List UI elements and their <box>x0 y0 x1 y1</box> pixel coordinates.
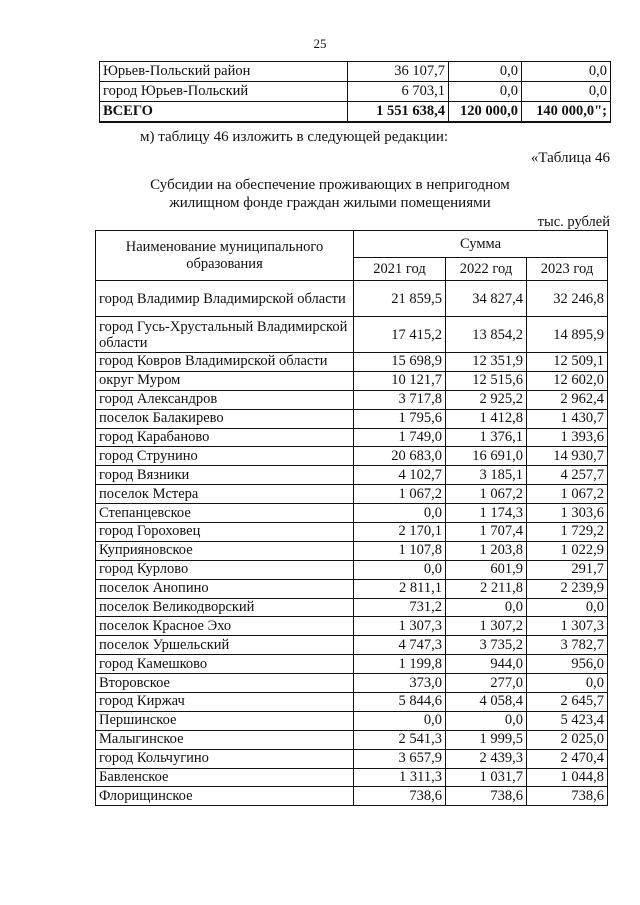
value-cell: 1 203,8 <box>446 541 527 560</box>
value-cell: 4 102,7 <box>354 466 446 485</box>
value-cell: 1 707,4 <box>446 523 527 542</box>
name-cell: округ Муром <box>96 371 354 390</box>
value-cell: 277,0 <box>446 674 527 693</box>
value-cell: 17 415,2 <box>354 317 446 353</box>
name-cell: поселок Мстера <box>96 485 354 504</box>
name-cell: Степанцевское <box>96 504 354 523</box>
table-row <box>96 353 608 372</box>
name-cell: Малыгинское <box>96 730 354 749</box>
value-cell: 2 811,1 <box>354 579 446 598</box>
value-cell: 21 859,5 <box>354 281 446 317</box>
value-cell: 12 509,1 <box>527 353 608 372</box>
name-cell: ВСЕГО <box>100 102 348 123</box>
name-cell: город Гороховец <box>96 523 354 542</box>
value-cell: 1 430,7 <box>527 409 608 428</box>
value-cell: 1 067,2 <box>354 485 446 504</box>
table-row <box>100 62 611 82</box>
top-table <box>99 61 611 123</box>
table-row <box>96 428 608 447</box>
value-cell: 4 747,3 <box>354 636 446 655</box>
value-cell: 0,0 <box>354 504 446 523</box>
table-row <box>100 102 611 123</box>
value-cell: 1 022,9 <box>527 541 608 560</box>
name-cell: поселок Великодворский <box>96 598 354 617</box>
value-cell: 2 962,4 <box>527 390 608 409</box>
value-cell: 36 107,7 <box>348 62 449 82</box>
value-cell: 13 854,2 <box>446 317 527 353</box>
value-cell: 3 657,9 <box>354 749 446 768</box>
table-row <box>96 598 608 617</box>
value-cell: 5 844,6 <box>354 693 446 712</box>
name-cell: поселок Уршельский <box>96 636 354 655</box>
value-cell: 5 423,4 <box>527 711 608 730</box>
name-cell: город Киржач <box>96 693 354 712</box>
unit-label: тыс. рублей <box>537 214 610 230</box>
value-cell: 0,0 <box>446 711 527 730</box>
value-cell: 6 703,1 <box>348 82 449 102</box>
header-sum: Сумма <box>354 231 608 258</box>
value-cell: 1 795,6 <box>354 409 446 428</box>
name-cell: город Гусь-Хрустальный Владимирской области <box>96 317 354 353</box>
value-cell: 1 303,6 <box>527 504 608 523</box>
value-cell: 1 749,0 <box>354 428 446 447</box>
subsidy-table <box>95 230 608 806</box>
table-row <box>96 447 608 466</box>
page-number: 25 <box>313 36 327 51</box>
instruction-text: м) таблицу 46 изложить в следующей редакции: <box>140 129 449 145</box>
value-cell: 0,0 <box>446 598 527 617</box>
value-cell: 0,0 <box>354 711 446 730</box>
table-row <box>96 768 608 787</box>
value-cell: 731,2 <box>354 598 446 617</box>
table-row <box>96 655 608 674</box>
value-cell: 12 602,0 <box>527 371 608 390</box>
table-row <box>96 711 608 730</box>
value-cell: 1 551 638,4 <box>348 102 449 123</box>
table-row <box>96 409 608 428</box>
value-cell: 1 174,3 <box>446 504 527 523</box>
value-cell: 14 895,9 <box>527 317 608 353</box>
value-cell: 1 376,1 <box>446 428 527 447</box>
header-year-2021: 2021 год <box>354 258 446 281</box>
value-cell: 120 000,0 <box>449 102 522 123</box>
name-cell: Першинское <box>96 711 354 730</box>
value-cell: 0,0 <box>522 82 611 102</box>
table-row <box>96 371 608 390</box>
table-row <box>96 560 608 579</box>
header-year-2023: 2023 год <box>527 258 608 281</box>
name-cell: Второвское <box>96 674 354 693</box>
value-cell: 2 170,1 <box>354 523 446 542</box>
name-cell: город Юрьев-Польский <box>100 82 348 102</box>
value-cell: 3 735,2 <box>446 636 527 655</box>
value-cell: 2 239,9 <box>527 579 608 598</box>
value-cell: 1 307,3 <box>527 617 608 636</box>
table-row <box>100 82 611 102</box>
value-cell: 1 412,8 <box>446 409 527 428</box>
value-cell: 1 307,2 <box>446 617 527 636</box>
name-cell: город Кольчугино <box>96 749 354 768</box>
name-cell: город Струнино <box>96 447 354 466</box>
name-cell: Флорищинское <box>96 787 354 806</box>
value-cell: 2 470,4 <box>527 749 608 768</box>
header-year-2022: 2022 год <box>446 258 527 281</box>
name-cell: город Курлово <box>96 560 354 579</box>
value-cell: 2 439,3 <box>446 749 527 768</box>
value-cell: 1 393,6 <box>527 428 608 447</box>
value-cell: 2 925,2 <box>446 390 527 409</box>
value-cell: 0,0 <box>354 560 446 579</box>
value-cell: 3 185,1 <box>446 466 527 485</box>
value-cell: 12 351,9 <box>446 353 527 372</box>
table-row <box>96 541 608 560</box>
table-row <box>96 485 608 504</box>
title-line-2: жилищном фонде граждан жилыми помещениями <box>169 195 491 211</box>
name-cell: Куприяновское <box>96 541 354 560</box>
value-cell: 140 000,0"; <box>522 102 611 123</box>
value-cell: 0,0 <box>449 82 522 102</box>
value-cell: 0,0 <box>522 62 611 82</box>
value-cell: 0,0 <box>527 598 608 617</box>
value-cell: 1 031,7 <box>446 768 527 787</box>
table-row <box>96 749 608 768</box>
name-cell: поселок Красное Эхо <box>96 617 354 636</box>
value-cell: 738,6 <box>446 787 527 806</box>
value-cell: 956,0 <box>527 655 608 674</box>
value-cell: 944,0 <box>446 655 527 674</box>
name-cell: город Карабаново <box>96 428 354 447</box>
table-row <box>96 390 608 409</box>
table-row <box>96 730 608 749</box>
value-cell: 1 067,2 <box>527 485 608 504</box>
value-cell: 34 827,4 <box>446 281 527 317</box>
value-cell: 373,0 <box>354 674 446 693</box>
name-cell: город Александров <box>96 390 354 409</box>
table-title <box>120 176 540 212</box>
name-cell: Юрьев-Польский район <box>100 62 348 82</box>
name-cell: город Владимир Владимирской области <box>96 281 354 317</box>
table-row <box>96 787 608 806</box>
value-cell: 1 044,8 <box>527 768 608 787</box>
table-row <box>96 636 608 655</box>
table-row <box>96 693 608 712</box>
value-cell: 1 199,8 <box>354 655 446 674</box>
value-cell: 601,9 <box>446 560 527 579</box>
value-cell: 1 999,5 <box>446 730 527 749</box>
table-reference: «Таблица 46 <box>530 150 610 166</box>
value-cell: 4 058,4 <box>446 693 527 712</box>
value-cell: 2 645,7 <box>527 693 608 712</box>
table-row <box>96 317 608 353</box>
value-cell: 1 311,3 <box>354 768 446 787</box>
value-cell: 2 211,8 <box>446 579 527 598</box>
value-cell: 1 307,3 <box>354 617 446 636</box>
name-cell: поселок Балакирево <box>96 409 354 428</box>
name-cell: поселок Анопино <box>96 579 354 598</box>
value-cell: 1 067,2 <box>446 485 527 504</box>
value-cell: 20 683,0 <box>354 447 446 466</box>
value-cell: 1 107,8 <box>354 541 446 560</box>
value-cell: 32 246,8 <box>527 281 608 317</box>
value-cell: 4 257,7 <box>527 466 608 485</box>
value-cell: 2 025,0 <box>527 730 608 749</box>
value-cell: 10 121,7 <box>354 371 446 390</box>
value-cell: 0,0 <box>527 674 608 693</box>
value-cell: 1 729,2 <box>527 523 608 542</box>
table-row <box>96 466 608 485</box>
title-line-1: Субсидии на обеспечение проживающих в непригодном <box>150 177 510 193</box>
table-row <box>96 523 608 542</box>
value-cell: 3 782,7 <box>527 636 608 655</box>
table-row <box>96 674 608 693</box>
value-cell: 3 717,8 <box>354 390 446 409</box>
value-cell: 738,6 <box>527 787 608 806</box>
table-row <box>96 281 608 317</box>
name-cell: город Ковров Владимирской области <box>96 353 354 372</box>
name-cell: город Камешково <box>96 655 354 674</box>
value-cell: 738,6 <box>354 787 446 806</box>
value-cell: 291,7 <box>527 560 608 579</box>
table-row <box>96 504 608 523</box>
value-cell: 15 698,9 <box>354 353 446 372</box>
table-row <box>96 617 608 636</box>
value-cell: 14 930,7 <box>527 447 608 466</box>
value-cell: 16 691,0 <box>446 447 527 466</box>
header-name: Наименование муниципального образования <box>96 231 354 281</box>
value-cell: 12 515,6 <box>446 371 527 390</box>
value-cell: 2 541,3 <box>354 730 446 749</box>
name-cell: город Вязники <box>96 466 354 485</box>
table-row <box>96 579 608 598</box>
name-cell: Бавленское <box>96 768 354 787</box>
value-cell: 0,0 <box>449 62 522 82</box>
